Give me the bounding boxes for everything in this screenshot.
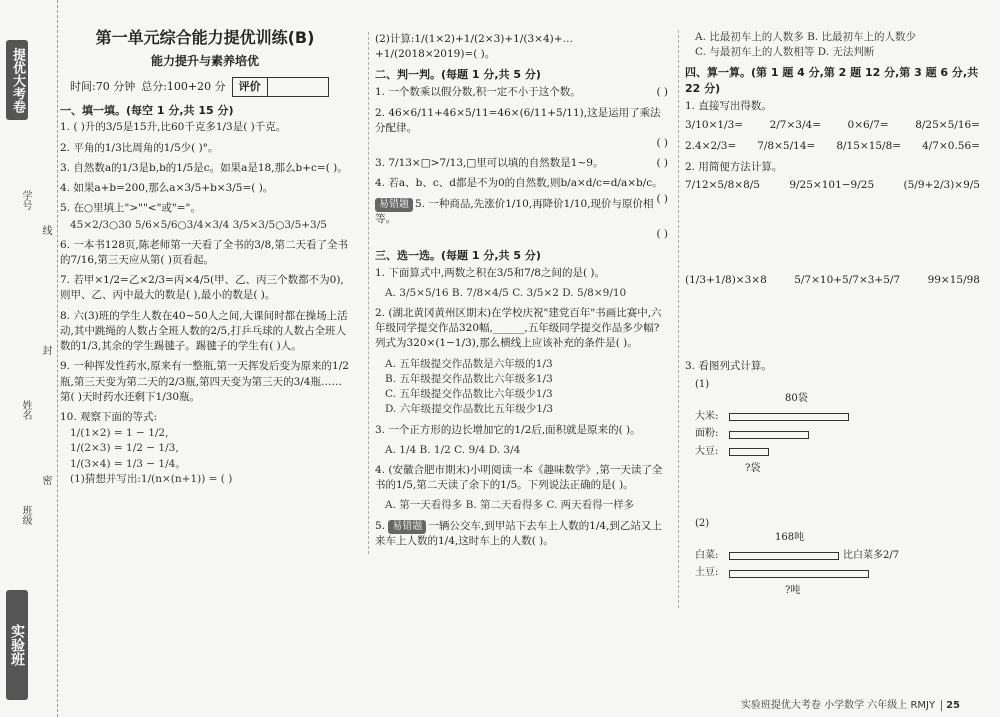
- choice-option: D. 六年级提交作品数比五年级少1/3: [385, 403, 554, 416]
- judge-item: 2. 46×6/11+46×5/11=46×(6/11+5/11),这是运用了乘法分配律。 ( ): [375, 106, 668, 150]
- choice-option: C. 与最初车上的人数相等 D. 无法判断: [695, 46, 875, 59]
- section-heading: 四、算一算。(第 1 题 4 分,第 2 题 12 分,第 3 题 6 分,共 22 分): [685, 66, 979, 96]
- question: 6. 一本书128页,陈老师第一天看了全书的3/8,第二天看了全书的7/16,第三天应从第( )页看起。: [60, 238, 348, 266]
- bind-label: 封: [40, 345, 51, 355]
- choice-question: 1. 下面算式中,两数之积在3/5和7/8之间的是( )。: [375, 266, 606, 279]
- section-heading: 一、填一填。(每空 1 分,共 15 分): [60, 103, 234, 117]
- problem-heading: 1. 直接写出得数。: [685, 100, 772, 113]
- error-prone-tag: 易错题: [388, 520, 426, 535]
- total-score: 总分:100+20 分: [141, 79, 226, 93]
- bind-label: 姓名: [20, 400, 31, 420]
- question: (1)猜想并写出:1/(n×(n+1)) = ( ): [70, 472, 233, 485]
- column-left: [60, 26, 350, 492]
- binding-margin: [0, 0, 58, 717]
- choice-option: B. 五年级提交作品数比六年级多1/3: [385, 372, 553, 385]
- problem-heading: 3. 看图列式计算。: [685, 359, 772, 372]
- page-footer: 实验班提优大考卷 小学数学 六年级上 RMJY 25: [740, 700, 960, 711]
- compare-items: 45×2/3○30 5/6×5/6○3/4×3/4 3/5×3/5○3/5+3/5: [70, 218, 327, 231]
- question: 7. 若甲×1/2=乙×2/3=丙×4/5(甲、乙、丙三个数都不为0),则甲、乙、丙中最大的数是( ),最小的数是( )。: [60, 274, 344, 302]
- error-prone-tag: 易错题: [375, 198, 413, 213]
- choice-options: A. 第一天看得多 B. 第二天看得多 C. 两天看得一样多: [385, 499, 635, 512]
- calc-row: 7/12×5/8×8/5 9/25×101−9/25 (5/9+2/3)×9/5: [685, 179, 980, 192]
- exam-meta: [60, 77, 350, 97]
- brand-logo-bottom: 实验班: [6, 590, 28, 700]
- question: 5. 在○里填上">""<"或"="。: [60, 202, 201, 215]
- choice-question: 4. (安徽合肥市期末)小明阅读一本《趣味数学》,第一天读了全书的1/5,第二天读了余下的1/5。下列说法正确的是( )。: [375, 463, 663, 492]
- column-right: [678, 30, 988, 608]
- diagram-total: 168吨: [775, 532, 805, 544]
- equation: 1/(3×4) = 1/3 − 1/4。: [70, 457, 186, 470]
- choice-option: A. 五年级提交作品数是六年级的1/3: [385, 357, 553, 370]
- bind-label: 密: [40, 475, 51, 485]
- question: 9. 一种挥发性药水,原来有一整瓶,第一天挥发后变为原来的1/2瓶,第三天变为第二天的2/3瓶,第四天变为第三天的3/4瓶……第( )天时药水还剩下1/30瓶。: [60, 360, 349, 403]
- choice-options: A. 1/4 B. 1/2 C. 9/4 D. 3/4: [385, 443, 521, 456]
- question: 10. 观察下面的等式:: [60, 410, 158, 423]
- time-limit: 时间:70 分钟: [70, 79, 136, 93]
- question: 3. 自然数a的1/3是b,b的1/5是c。如果a是18,那么b+c=( )。: [60, 161, 348, 174]
- equation: 1/(1×2) = 1 − 1/2,: [70, 427, 169, 440]
- bind-label: 班级: [20, 505, 31, 525]
- problem-heading: 2. 用简便方法计算。: [685, 160, 783, 173]
- equation: 1/(2×3) = 1/2 − 1/3,: [70, 442, 179, 455]
- calc-row: 2.4×2/3= 7/8×5/14= 8/15×15/8= 4/7×0.56=: [685, 139, 980, 152]
- section-heading: 二、判一判。(每题 1 分,共 5 分): [375, 68, 541, 82]
- brand-logo-top: 提优大考卷: [6, 40, 28, 120]
- page-subtitle: 能力提升与素养培优: [150, 54, 259, 69]
- choice-question: 2. (湖北黄冈黄州区期末)在学校庆祝"建党百年"书画比赛中,六年级同学提交作品320幅,______,五年级同学提交作品多少幅?列式为320×(1−1/3),那么横线上应该补充的条件是( )。: [375, 307, 662, 350]
- section-heading: 三、选一选。(每题 1 分,共 5 分): [375, 248, 541, 262]
- evaluation-label: 评价: [233, 78, 268, 96]
- judge-item: 易错题 5. 一种商品,先涨价1/10,再降价1/10,现价与原价相等。 ( ): [375, 197, 668, 241]
- page-number: 25: [941, 700, 960, 711]
- evaluation-box[interactable]: [232, 77, 329, 97]
- question: (2)计算:1/(1×2)+1/(2×3)+1/(3×4)+…+1/(2018×2019)=( )。: [375, 33, 574, 61]
- page-title: 第一单元综合能力提优训练(B): [95, 28, 315, 47]
- diagram-total: 80袋: [785, 393, 808, 405]
- choice-question: 5. 易错题 一辆公交车,到甲站下去车上人数的1/4,到乙站又上来车上人数的1/4,这时车上的人数( )。: [375, 519, 662, 548]
- calc-row: 3/10×1/3= 2/7×3/4= 0×6/7= 8/25×5/16=: [685, 118, 980, 131]
- bind-label: 学号: [20, 190, 31, 210]
- judge-item: 1. 一个数乘以假分数,积一定不小于这个数。 ( ): [375, 86, 668, 99]
- question: 1. ( )升的3/5是15升,比60千克多1/3是( )千克。: [60, 121, 287, 134]
- bar-diagram-1: (1) 80袋 大米: 面粉: 大豆: ?袋: [695, 378, 988, 477]
- choice-options: A. 3/5×5/16 B. 7/8×4/5 C. 3/5×2 D. 5/8×9/10: [385, 286, 627, 299]
- bind-label: 线: [40, 225, 51, 235]
- judge-item: 3. 7/13×□>7/13,□里可以填的自然数是1~9。 ( ): [375, 157, 668, 170]
- choice-option: C. 五年级提交作品数比六年级少1/3: [385, 388, 553, 401]
- bar-diagram-2: (2) 168吨 白菜: 比白菜多2/7 土豆: ?吨: [695, 517, 988, 599]
- column-middle: [368, 32, 668, 554]
- choice-question: 3. 一个正方形的边长增加它的1/2后,面积就是原来的( )。: [375, 423, 641, 436]
- question: 8. 六(3)班的学生人数在40~50人之间,大课间时都在操场上活动,其中跳绳的人数占全班人数的2/5,打乒乓球的人数占全班人数的1/3,其余的学生踢毽子。踢毽子的学生有( )人。: [60, 309, 348, 353]
- choice-option: A. 比最初车上的人数多 B. 比最初车上的人数少: [695, 31, 916, 43]
- question: 4. 如果a+b=200,那么a×3/5+b×3/5=( )。: [60, 182, 274, 195]
- question: 2. 平角的1/3比周角的1/5少( )°。: [60, 141, 219, 154]
- calc-row: (1/3+1/8)×3×8 5/7×10+5/7×3+5/7 99×15/98: [685, 274, 980, 287]
- judge-item: 4. 若a、b、c、d都是不为0的自然数,则b/a×d/c=d/a×b/c。 ( ): [375, 177, 668, 205]
